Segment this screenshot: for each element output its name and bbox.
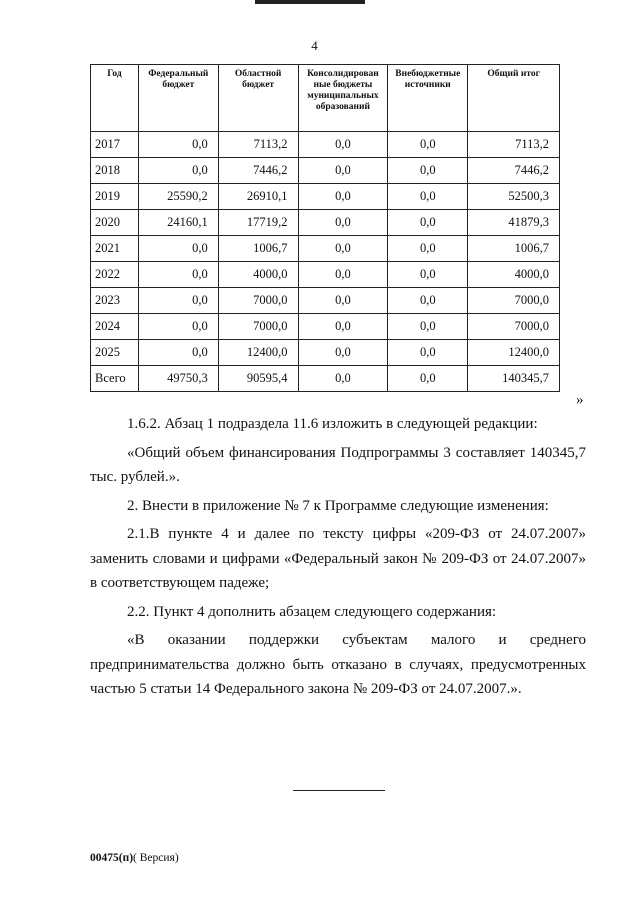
cell-extrabudgetary: 0,0 bbox=[388, 132, 468, 158]
cell-municipal: 0,0 bbox=[298, 210, 388, 236]
cell-municipal: 0,0 bbox=[298, 158, 388, 184]
cell-year: 2025 bbox=[91, 340, 139, 366]
cell-total: 1006,7 bbox=[468, 236, 560, 262]
cell-total: 7113,2 bbox=[468, 132, 560, 158]
paragraph: 1.6.2. Абзац 1 подраздела 11.6 изложить в следующей редакции: bbox=[127, 416, 538, 432]
document-code: 00475(п) bbox=[90, 852, 134, 864]
paragraph: «Общий объем финансирования Подпрограммы 3 составляет 140345,7 тыс. рублей.». bbox=[90, 444, 586, 485]
cell-regional: 7446,2 bbox=[218, 158, 298, 184]
cell-total: 7000,0 bbox=[468, 314, 560, 340]
paragraph: «В оказании поддержки субъектам малого и среднего предпринимательства должно быть отказано в случаях, предусмотренных частью 5 статьи 14 Федерального закона № 209-ФЗ от 24.07.2007.». bbox=[90, 632, 586, 697]
table-row bbox=[91, 288, 560, 314]
table-header-row bbox=[91, 65, 560, 132]
cell-federal: 0,0 bbox=[138, 132, 218, 158]
cell-total: 7446,2 bbox=[468, 158, 560, 184]
cell-regional: 90595,4 bbox=[218, 366, 298, 392]
table-row bbox=[91, 158, 560, 184]
financing-table bbox=[90, 64, 560, 392]
cell-year: 2023 bbox=[91, 288, 139, 314]
cell-extrabudgetary: 0,0 bbox=[388, 288, 468, 314]
cell-year: 2017 bbox=[91, 132, 139, 158]
table-row bbox=[91, 132, 560, 158]
cell-municipal: 0,0 bbox=[298, 288, 388, 314]
document-body bbox=[90, 412, 586, 706]
table-row bbox=[91, 340, 560, 366]
cell-year: 2020 bbox=[91, 210, 139, 236]
cell-municipal: 0,0 bbox=[298, 314, 388, 340]
cell-municipal: 0,0 bbox=[298, 366, 388, 392]
cell-regional: 1006,7 bbox=[218, 236, 298, 262]
cell-extrabudgetary: 0,0 bbox=[388, 340, 468, 366]
cell-extrabudgetary: 0,0 bbox=[388, 184, 468, 210]
paragraph: 2. Внести в приложение № 7 к Программе следующие изменения: bbox=[127, 497, 549, 514]
cell-year: Всего bbox=[91, 366, 139, 392]
header-regional-budget: Областной бюджет bbox=[218, 65, 298, 132]
cell-municipal: 0,0 bbox=[298, 184, 388, 210]
cell-total: 7000,0 bbox=[468, 288, 560, 314]
version-label: ( Версия) bbox=[133, 852, 179, 864]
footer bbox=[90, 852, 179, 864]
cell-year: 2022 bbox=[91, 262, 139, 288]
closing-quote-mark: » bbox=[576, 392, 584, 408]
table-row bbox=[91, 236, 560, 262]
cell-federal: 0,0 bbox=[138, 314, 218, 340]
cell-federal: 0,0 bbox=[138, 288, 218, 314]
cell-federal: 25590,2 bbox=[138, 184, 218, 210]
cell-total: 12400,0 bbox=[468, 340, 560, 366]
cell-federal: 0,0 bbox=[138, 158, 218, 184]
cell-extrabudgetary: 0,0 bbox=[388, 366, 468, 392]
paragraph: 2.1.В пункте 4 и далее по тексту цифры «209-ФЗ от 24.07.2007» заменить словами и цифрами «Федеральный закон № 209-ФЗ от 24.07.2007» в соответствующем падеже; bbox=[90, 526, 586, 591]
cell-federal: 49750,3 bbox=[138, 366, 218, 392]
cell-total: 4000,0 bbox=[468, 262, 560, 288]
header-municipal-budgets: Консолидирован ные бюджеты муниципальных образований bbox=[298, 65, 388, 132]
cell-federal: 24160,1 bbox=[138, 210, 218, 236]
cell-regional: 7000,0 bbox=[218, 288, 298, 314]
cell-year: 2018 bbox=[91, 158, 139, 184]
cell-year: 2019 bbox=[91, 184, 139, 210]
cell-extrabudgetary: 0,0 bbox=[388, 314, 468, 340]
cell-municipal: 0,0 bbox=[298, 236, 388, 262]
cell-regional: 12400,0 bbox=[218, 340, 298, 366]
cell-federal: 0,0 bbox=[138, 340, 218, 366]
table-row bbox=[91, 210, 560, 236]
header-total: Общий итог bbox=[468, 65, 560, 132]
cell-regional: 7000,0 bbox=[218, 314, 298, 340]
cell-federal: 0,0 bbox=[138, 262, 218, 288]
paragraph: 2.2. Пункт 4 дополнить абзацем следующего содержания: bbox=[127, 603, 497, 620]
table-row bbox=[91, 262, 560, 288]
cell-municipal: 0,0 bbox=[298, 262, 388, 288]
separator-line bbox=[293, 790, 385, 791]
cell-extrabudgetary: 0,0 bbox=[388, 210, 468, 236]
cell-regional: 17719,2 bbox=[218, 210, 298, 236]
cell-extrabudgetary: 0,0 bbox=[388, 262, 468, 288]
cell-municipal: 0,0 bbox=[298, 132, 388, 158]
table-total-row bbox=[91, 366, 560, 392]
header-extrabudgetary: Внебюджетные источники bbox=[388, 65, 468, 132]
cell-regional: 4000,0 bbox=[218, 262, 298, 288]
header-federal-budget: Федеральный бюджет bbox=[138, 65, 218, 132]
cell-year: 2024 bbox=[91, 314, 139, 340]
cell-total: 140345,7 bbox=[468, 366, 560, 392]
cell-total: 41879,3 bbox=[468, 210, 560, 236]
top-edge-mark bbox=[255, 0, 365, 4]
cell-federal: 0,0 bbox=[138, 236, 218, 262]
table-row bbox=[91, 314, 560, 340]
cell-extrabudgetary: 0,0 bbox=[388, 158, 468, 184]
cell-regional: 26910,1 bbox=[218, 184, 298, 210]
cell-municipal: 0,0 bbox=[298, 340, 388, 366]
cell-regional: 7113,2 bbox=[218, 132, 298, 158]
table-row bbox=[91, 184, 560, 210]
header-year: Год bbox=[91, 65, 139, 132]
cell-year: 2021 bbox=[91, 236, 139, 262]
page-number: 4 bbox=[311, 38, 318, 53]
cell-total: 52500,3 bbox=[468, 184, 560, 210]
cell-extrabudgetary: 0,0 bbox=[388, 236, 468, 262]
